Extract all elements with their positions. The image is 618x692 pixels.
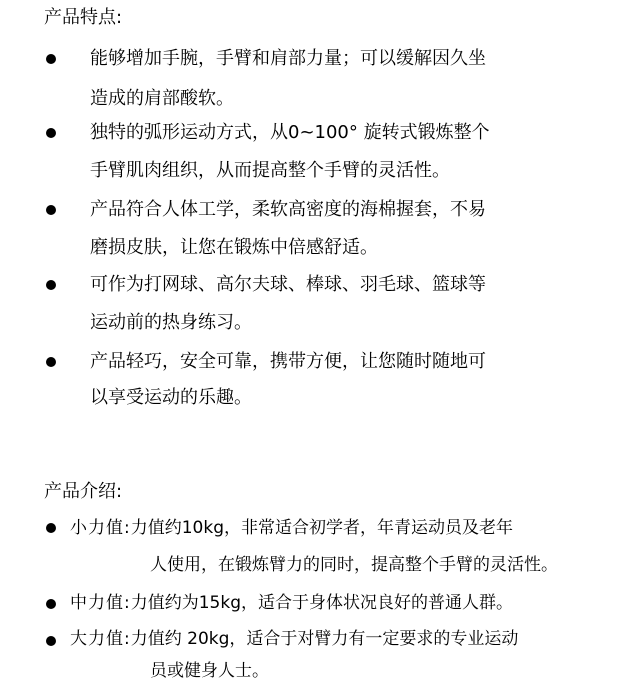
intro-item-1-continuation: 人使用，在锻炼臂力的同时，提高整个手臂的灵活性。 xyxy=(150,555,558,575)
feature-4-line-1: 可作为打网球、高尔夫球、棒球、羽毛球、篮球等 xyxy=(90,274,486,295)
intro-item-3-label: 大力值: xyxy=(70,629,131,649)
intro-item-3-text: 力值约 20kg，适合于对臂力有一定要求的专业运动 xyxy=(130,629,519,649)
bullet-icon xyxy=(46,636,56,646)
bullet-icon xyxy=(46,128,56,138)
feature-1-line-1: 能够增加手腕，手臂和肩部力量；可以缓解因久坐 xyxy=(90,48,486,69)
feature-3-line-2: 磨损皮肤，让您在锻炼中倍感舒适。 xyxy=(90,237,378,258)
feature-5-line-2: 以享受运动的乐趣。 xyxy=(90,387,252,408)
intro-item-1-label: 小力值: xyxy=(70,518,131,538)
feature-4-line-2: 运动前的热身练习。 xyxy=(90,312,252,333)
intro-item-1-text: 力值约10kg，非常适合初学者，年青运动员及老年 xyxy=(130,518,514,538)
feature-2-line-2: 手臂肌肉组织，从而提高整个手臂的灵活性。 xyxy=(90,160,450,181)
bullet-icon xyxy=(46,599,56,609)
intro-heading: 产品介绍: xyxy=(44,481,123,502)
intro-item-2-label: 中力值: xyxy=(70,593,131,613)
feature-1-line-2: 造成的肩部酸软。 xyxy=(90,88,234,109)
feature-5-line-1: 产品轻巧，安全可靠，携带方便，让您随时随地可 xyxy=(90,351,486,372)
intro-item-2-text: 力值约为15kg，适合于身体状况良好的普通人群。 xyxy=(130,593,514,613)
intro-item-3-continuation: 员或健身人士。 xyxy=(150,661,269,681)
bullet-icon xyxy=(46,523,56,533)
bullet-icon xyxy=(46,54,56,64)
bullet-icon xyxy=(46,205,56,215)
intro-item-2 xyxy=(70,591,513,615)
intro-item-1 xyxy=(70,516,513,540)
bullet-icon xyxy=(46,280,56,290)
feature-3-line-1: 产品符合人体工学，柔软高密度的海棉握套，不易 xyxy=(90,199,486,220)
feature-2-line-1: 独特的弧形运动方式，从0~100° 旋转式锻炼整个 xyxy=(90,122,490,143)
features-heading: 产品特点: xyxy=(44,7,123,28)
intro-item-3 xyxy=(70,627,518,651)
bullet-icon xyxy=(46,357,56,367)
